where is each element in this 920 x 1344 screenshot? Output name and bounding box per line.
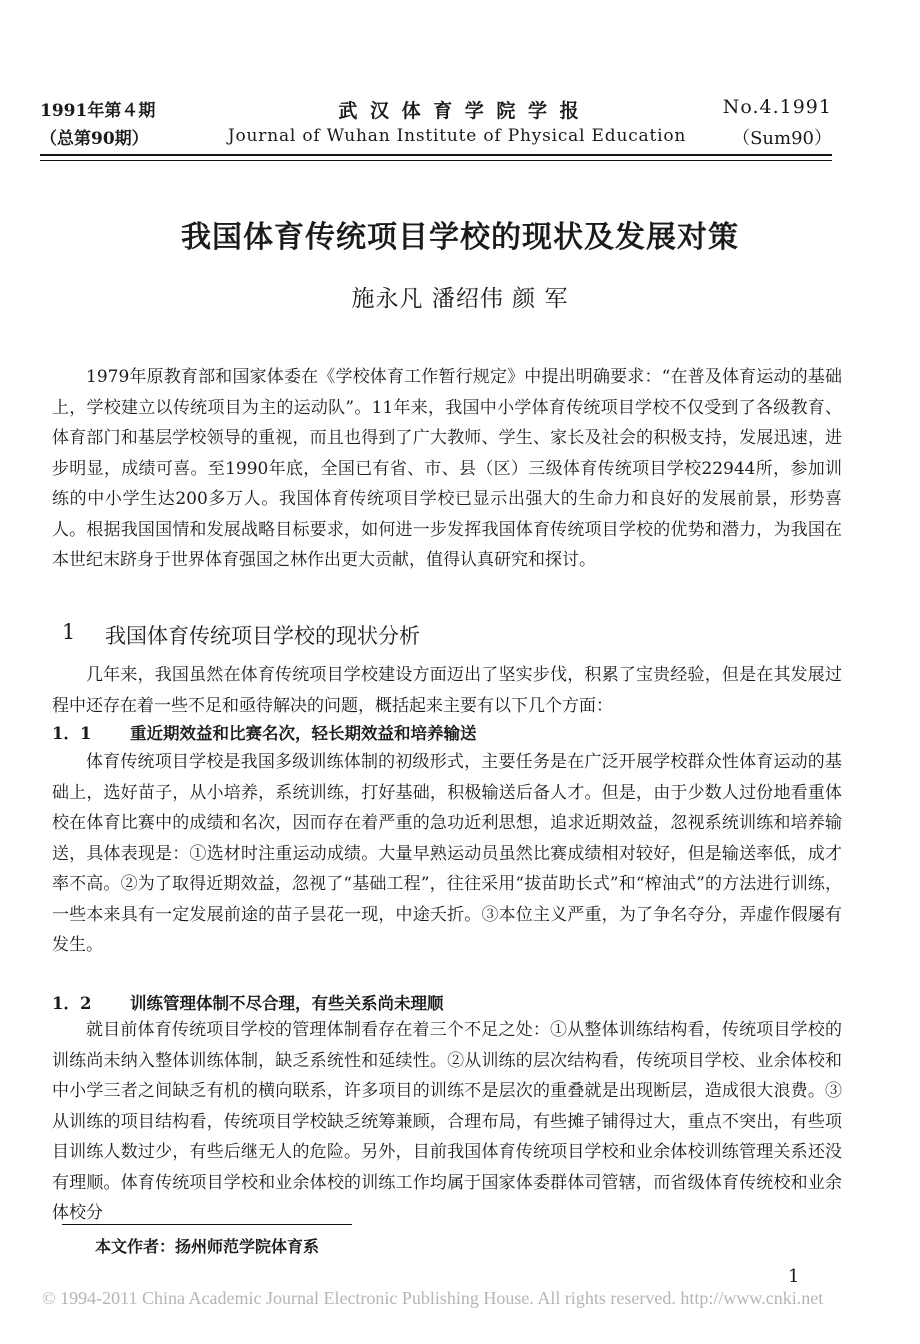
journal-name-en: Journal of Wuhan Institute of Physical Education	[227, 126, 687, 146]
page-number: 1	[788, 1266, 800, 1287]
footnote-rule	[62, 1224, 352, 1225]
article-authors: 施永凡 潘绍伟 颜 军	[351, 286, 569, 312]
header-rule-thin	[40, 160, 832, 161]
author-affiliation-note: 本文作者：扬州师范学院体育系	[95, 1237, 320, 1256]
subsection-title: 训练管理体制不尽合理，有些关系尚未理顺	[130, 994, 444, 1013]
section-title: 我国体育传统项目学校的现状分析	[105, 624, 420, 648]
copyright-footer: © 1994-2011 China Academic Journal Electronic Publishing House. All rights reserved. http://www.cnki.net	[42, 1288, 824, 1308]
subsection-body: 体育传统项目学校是我国多级训练体制的初级形式，主要任务是在广泛开展学校群众性体育运动的基础上，选好苗子，从小培养，系统训练，打好基础，积极输送后备人才。但是，由于少数人过份地看重体校在体育比赛中的成绩和名次，因而存在着严重的急功近利思想，追求近期效益，忽视系统训练和培养输送，具体表现是：①选材时注重运动成绩。大量早熟运动员虽然比赛成绩相对较好，但是输送率低，成才率不高。②为了取得近期效益，忽视了“基础工程”，往往采用“拔苗助长式”和“榨油式”的方法进行训练，一些本来具有一定发展前途的苗子昙花一现，中途夭折。③本位主义严重，为了争名夺分，弄虚作假屡有发生。	[52, 752, 842, 955]
header-rule-thick	[40, 154, 832, 156]
intro-paragraph: 1979年原教育部和国家体委在《学校体育工作暂行规定》中提出明确要求：“在普及体育运动的基础上，学校建立以传统项目为主的运动队”。11年来，我国中小学体育传统项目学校不仅受到了各级教育、体育部门和基层学校领导的重视，而且也得到了广大教师、学生、家长及社会的积极支持，发展迅速，进步明显，成绩可喜。至1990年底，全国已有省、市、县（区）三级体育传统项目学校22944所，参加训练的中小学生达200多万人。我国体育传统项目学校已显示出强大的生命力和良好的发展前景，形势喜人。根据我国国情和发展战略目标要求，如何进一步发挥我国体育传统项目学校的优势和潜力，为我国在本世纪末跻身于世界体育强国之林作出更大贡献，值得认真研究和探讨。	[52, 367, 842, 570]
subsection-body: 就目前体育传统项目学校的管理体制看存在着三个不足之处：①从整体训练结构看，传统项目学校的训练尚未纳入整体训练体制，缺乏系统性和延续性。②从训练的层次结构看，传统项目学校、业余体校和中小学三者之间缺乏有机的横向联系，许多项目的训练不是层次的重叠就是出现断层，造成很大浪费。③从训练的项目结构看，传统项目学校缺乏统筹兼顾，合理布局，有些摊子铺得过大，重点不突出，有些项目训练人数过少，有些后继无人的危险。另外，目前我国体育传统项目学校和业余体校训练管理关系还没有理顺。体育传统项目学校和业余体校的训练工作均属于国家体委群体司管辖，而省级体育传统校和业余体校分	[52, 1020, 842, 1223]
article-title: 我国体育传统项目学校的现状及发展对策	[181, 220, 739, 255]
issue-label-en: No.4.1991	[722, 96, 832, 118]
issue-label: 1991年第４期	[40, 101, 156, 121]
total-issue-label: （总第90期）	[40, 129, 149, 149]
subsection-title: 重近期效益和比赛名次，轻长期效益和培养输送	[130, 724, 477, 743]
subsection-number: 1．1	[52, 724, 92, 743]
journal-name-cn: 武 汉 体 育 学 院 学 报	[338, 100, 582, 122]
sum-label-en: （Sum90）	[732, 128, 832, 149]
section-number: 1	[62, 620, 76, 644]
section-intro-paragraph: 几年来，我国虽然在体育传统项目学校建设方面迈出了坚实步伐，积累了宝贵经验，但是在其发展过程中还存在着一些不足和亟待解决的问题，概括起来主要有以下几个方面：	[52, 665, 842, 716]
subsection-number: 1．2	[52, 994, 92, 1013]
